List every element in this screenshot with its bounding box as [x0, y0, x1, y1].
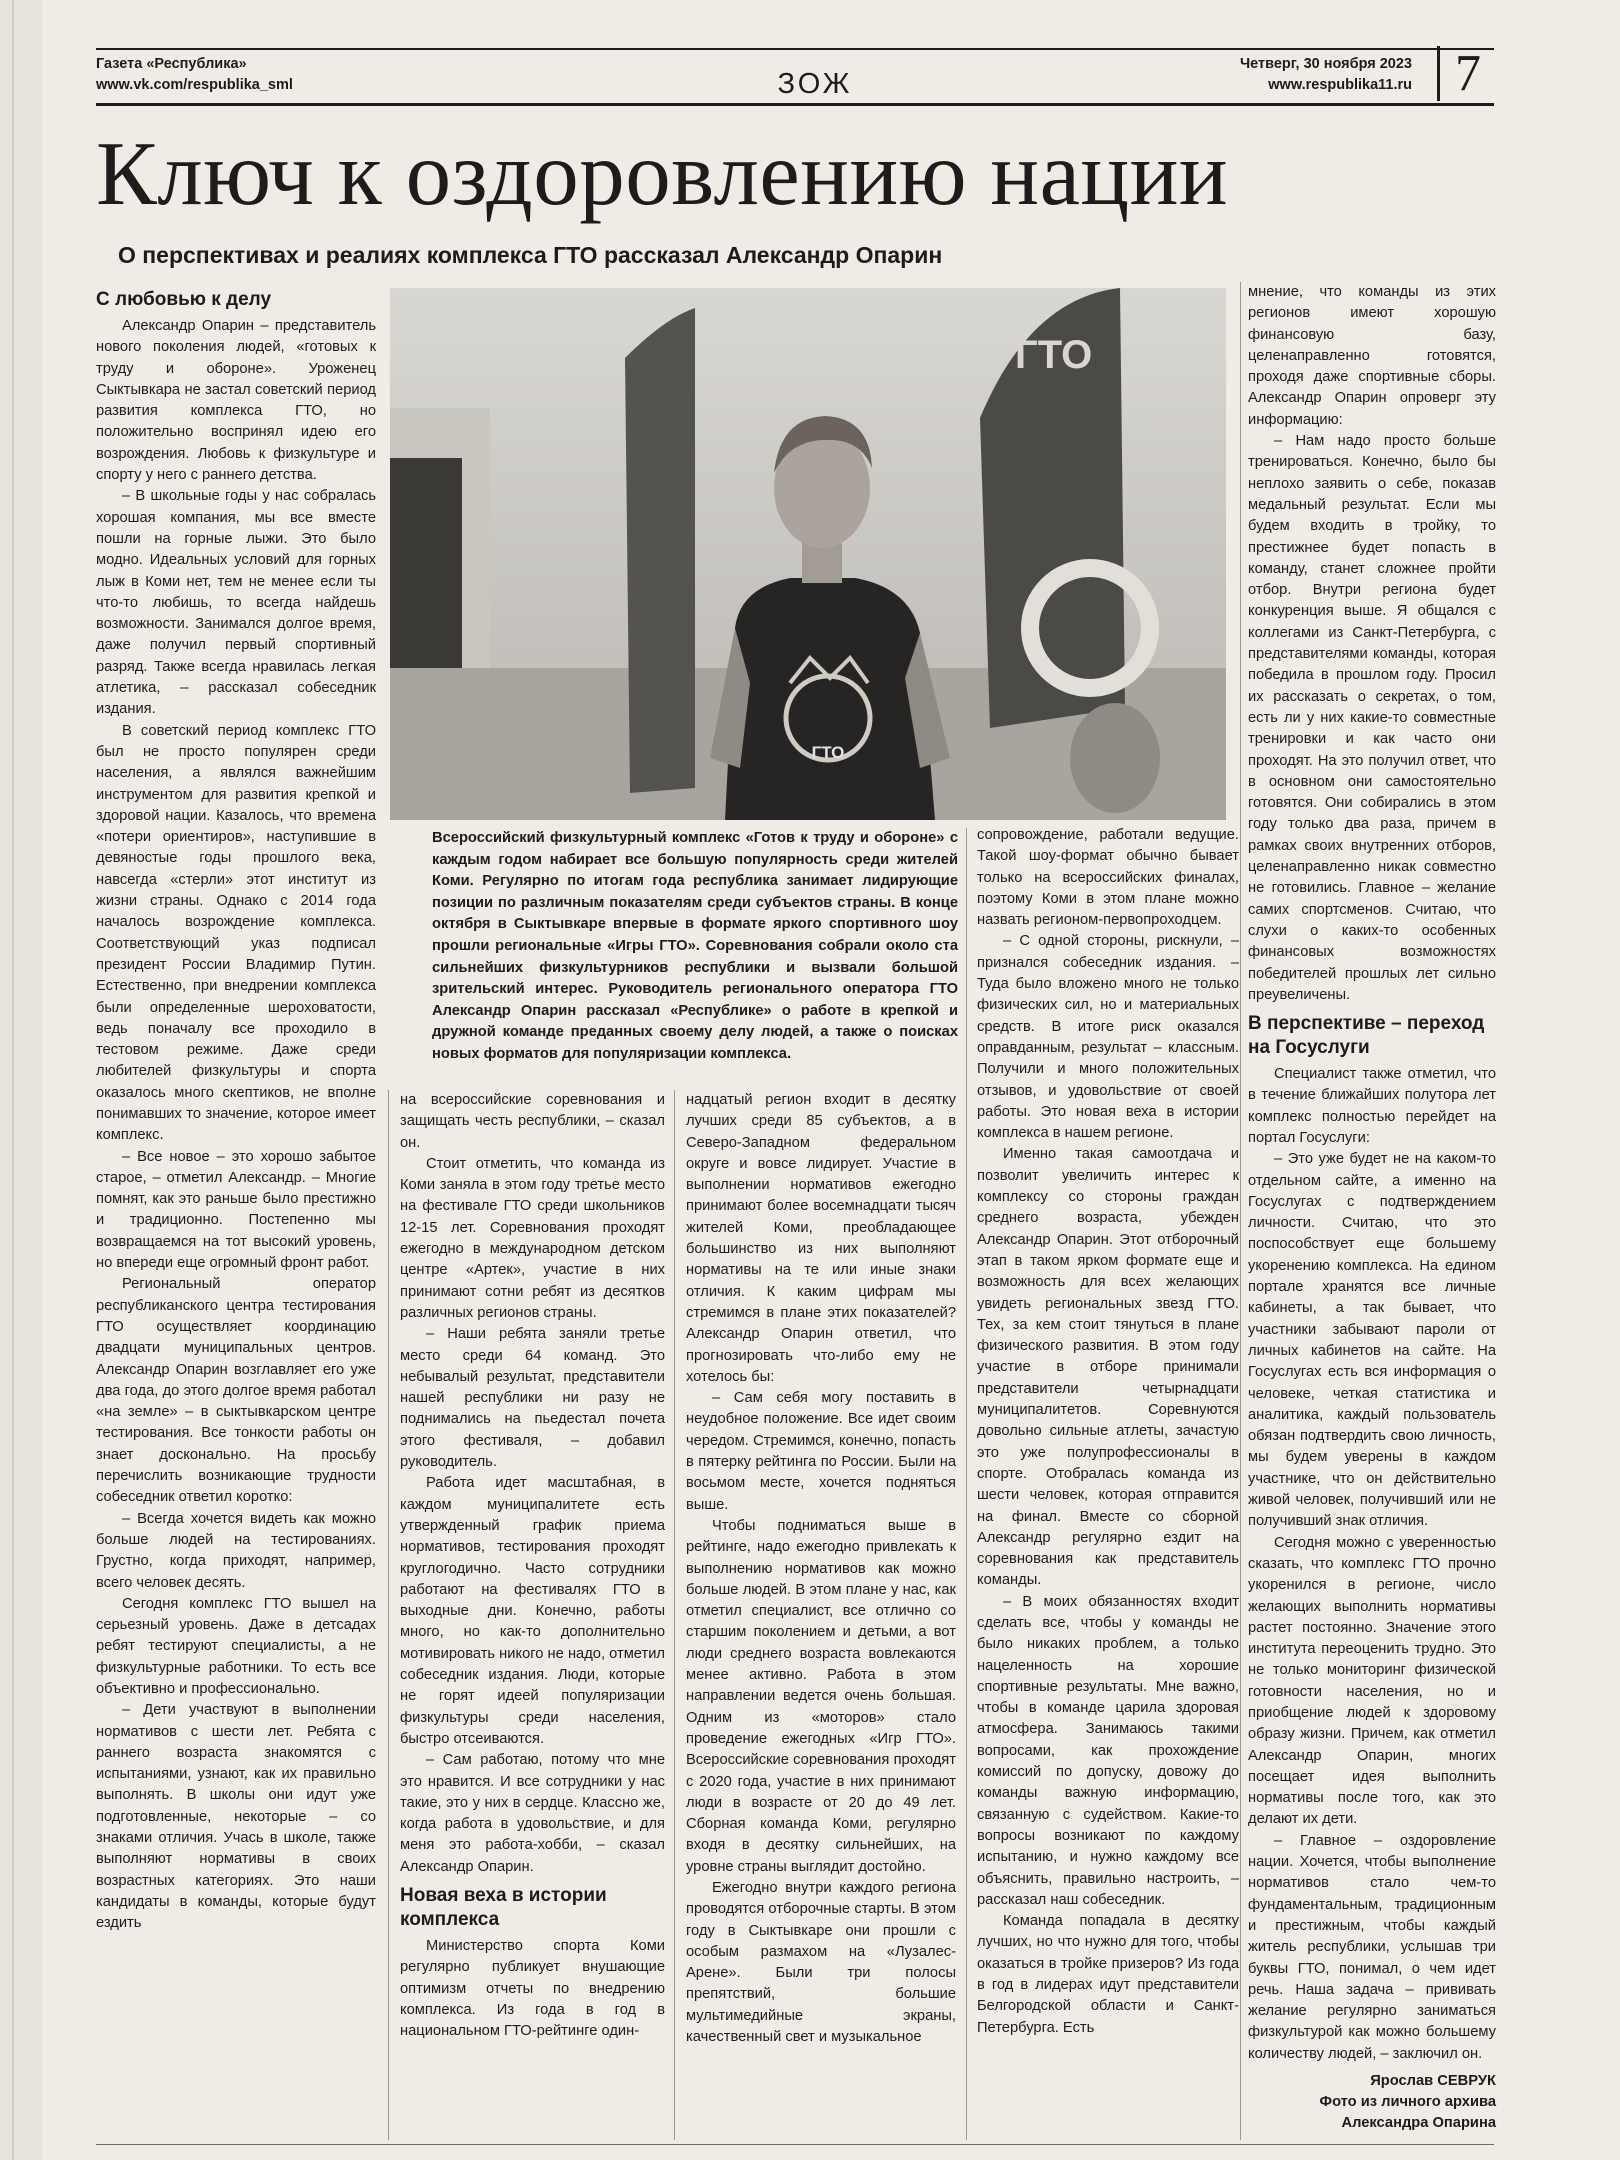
paragraph: Министерство спорта Коми регулярно публикует внушающие оптимизм отчеты по внедрению комплекса. Из года в год в национальном ГТО-рейтинге один-: [400, 1937, 665, 2040]
paragraph: мнение, что команды из этих регионов имеют хорошую финансовую базу, целенаправленно готовятся, проходя даже спортивные сборы. Александр Опарин опроверг эту информацию:: [1248, 284, 1496, 428]
paragraph: – Главное – оздоровление нации. Хочется, чтобы выполнение нормативов стало чем-то фундаментальным, традиционным и престижным, чтобы каждый житель республики, услышав три буквы ГТО, понимал, о чем идет речь. Наша задача – прививать желание регулярно заниматься физкультурой как можно большему количеству людей, – заключил он.: [1248, 1832, 1496, 2062]
article-title: Ключ к оздоровлению нации: [96, 123, 1229, 224]
paragraph: Сегодня комплекс ГТО вышел на серьезный уровень. Даже в детсадах ребят тестируют специалисты, а не физкультурные работники. То есть все объективно и профессионально.: [96, 1595, 376, 1697]
photo-credit: Александра Опарина: [1341, 2115, 1496, 2132]
paragraph: Стоит отметить, что команда из Коми заняла в этом году третье место на фестивале ГТО среди школьников 12-15 лет. Соревнования проходят ежегодно в международном детском центре «Артек», участие в них принимают сотни ребят из десятков различных регионов страны.: [400, 1155, 665, 1321]
doorway: [390, 458, 462, 668]
paragraph: Именно такая самоотдача и позволит увеличить интерес к комплексу со стороны граждан среднего возраста, убежден Александр Опарин. Этот отборочный этап в таком ярком формате еще и возможность для всех желающих увидеть региональных звезд ГТО. Тех, за кем стоит тянуться в плане физического развития. В этом году участие в отборе принимали представители четырнадцати муниципалитетов. Соревнуются довольно сильные атлеты, зачастую это уже полупрофессионалы в спорте. Отобралась команда из шести человек, которая отправится на финал. Вместе со сборной Александр регулярно ездит на соревнования как представитель команды.: [977, 1146, 1239, 1589]
paragraph: – Сам себя могу поставить в неудобное положение. Все идет своим чередом. Стремимся, конечно, попасть в пятерку рейтинга по России. Были на восьмом месте, хочется подняться выше.: [686, 1390, 956, 1513]
paragraph: – Дети участвуют в выполнении нормативов с шести лет. Ребята с раннего возраста знакомятся с испытаниями, узнают, как их правильно выполнять. В школы они идут уже подготовленные, некоторые – со знаками отличия. Учась в школе, также выполняют нормативы в своих возрастных категориях. Это наши кандидаты в команды, которые будут ездить: [96, 1702, 376, 1932]
column-5: [1248, 282, 1496, 2134]
article-lede: О перспективах и реалиях комплекса ГТО рассказал Александр Опарин: [118, 242, 943, 268]
shirt-emblem-text: ГТО: [811, 743, 845, 762]
section-label: ЗОЖ: [777, 68, 853, 100]
person-tshirt: [725, 578, 935, 820]
paragraph: – С одной стороны, рискнули, – признался собеседник издания. – Туда было вложено много не только физических сил, но и материальных средств. В итоге риск оказался оправданным, результат – классным. Получили и много положительных отзывов, и удовольствие от своей работы. Это новая веха в истории комплекса в нашем регионе.: [977, 933, 1239, 1142]
paragraph: – Сам работаю, потому что мне это нравится. И все сотрудники у нас такие, это у них в сердце. Классно же, когда работа в удовольствие, и для меня это работа-хобби, – сказал Александр Опарин.: [400, 1752, 665, 1875]
subhead-new-milestone: Новая веха в истории комплекса: [400, 1884, 607, 1930]
vk-link[interactable]: www.vk.com/respublika_sml: [96, 77, 293, 93]
column-1: [96, 282, 376, 1935]
paragraph: Команда попадала в десятку лучших, но что нужно для того, чтобы оказаться в тройке призеров? Из года в год в лидерах идут представители Белгородской области и Санкт-Петербурга. Есть: [977, 1913, 1239, 2036]
subhead-gosuslugi: В перспективе – переход на Госуслуги: [1248, 1013, 1485, 1059]
paragraph: – Всегда хочется видеть как можно больше людей на тестированиях. Грустно, когда приходят, например, всего человек десять.: [96, 1510, 376, 1591]
mascot-figure: [1070, 703, 1160, 813]
paragraph: В советский период комплекс ГТО был не просто популярен среди населения, а являлся важнейшим инструментом для развития крепкой и здоровой нации. Казалось, что времена «потери ориентиров», наступившие в девяностые годы прошлого века, навсегда «стерли» этот институт из жизни страны. Однако с 2014 года началось возрождение комплекса. Соответствующий указ подписал президент России Владимир Путин. Естественно, при внедрении комплекса были определенные шероховатости, ведь поначалу все проходило в тестовом режиме. Даже среди любителей физкультуры и спорта оказалось много скептиков, не вполне понимавших то значение, которое имеет комплекс.: [96, 722, 376, 1144]
header-bottom-rule: [96, 103, 1494, 106]
paragraph: Региональный оператор республиканского центра тестирования ГТО осуществляет координацию двадцати муниципальных центров. Александр Опарин возглавляет его уже два года, до этого долгое время работал «на земле» – в сыктывкарском центре тестирования. Все тонкости работы он знает досконально. На просьбу перечислить возникающие трудности собеседник ответил коротко:: [96, 1276, 376, 1506]
header-right: [1120, 54, 1412, 96]
paragraph: Работа идет масштабная, в каждом муниципалитете есть утвержденный график приема нормативов, тестирования проходят круглогодично. Часто сотрудники работают на фестивалях ГТО в выходные дни. Конечно, работы много, но как-то дополнительно мотивировать никого не надо, отметил собеседник издания. Люди, которые не горят идеей популяризации физкультуры среди населения, быстро отсеиваются.: [400, 1475, 665, 1747]
column-3: [686, 1090, 956, 2048]
flag-banner-left: [625, 308, 695, 793]
column-divider: [1240, 282, 1241, 2140]
column-divider: [388, 1090, 389, 2140]
header-left: [96, 54, 293, 96]
fold-edge: [12, 0, 14, 2160]
issue-date: Четверг, 30 ноября 2023: [1239, 56, 1412, 72]
paragraph: – Наши ребята заняли третье место среди 64 команд. Это небывалый результат, представители нашей республики ни разу не поднимались на пьедестал почета этого фестиваля, – добавил руководитель.: [400, 1326, 665, 1471]
paragraph: Александр Опарин – представитель нового поколения людей, «готовых к труду и обороне». Уроженец Сыктывкара не застал советский период развития комплекса ГТО, но положительно воспринял идею его возрождения. Любовь к физкультуре и спорту у него с раннего детства.: [96, 318, 376, 484]
article-photo: [390, 288, 1226, 820]
paragraph: Ежегодно внутри каждого региона проводятся отборочные старты. В этом году в Сыктывкаре они прошли с особым размахом на «Лузалес-Арене». Были три полосы препятствий, большие мультимедийные экраны, качественный свет и музыкальное: [686, 1879, 956, 2046]
column-divider: [674, 1090, 675, 2140]
byline: [1248, 2071, 1496, 2134]
paragraph: Чтобы подниматься выше в рейтинге, надо ежегодно привлекать к выполнению нормативов как можно больше людей. В этом плане у нас, как отметил специалист, все отлично со старшим поколением и детьми, а вот люди среднего возраста вовлекаются менее активно. Работа в этом направлении ведется очень большая. Одним из «моторов» стало проведение ежегодных «Игр ГТО». Всероссийские соревнования проходят с 2020 года, участие в них принимают люди в возрасте от 20 до 49 лет. Сборная команда Коми, регулярно входя в десятку сильнейших, на уровне страны выглядит достойно.: [686, 1517, 956, 1875]
photo-caption: Всероссийский физкультурный комплекс «Готов к труду и обороне» с каждым годом набирает все большую популярность среди жителей Коми. Регулярно по итогам года республика занимает лидирующие позиции по различным показателям среди субъектов страны. В конце октября в Сыктывкаре впервые в формате яркого спортивного шоу прошли региональные «Игры ГТО». Соревнования собрали около ста сильнейших физкультурников республики и вызвали большой зрительский интерес. Руководитель регионального оператора ГТО Александр Опарин рассказал «Республике» о работе в крепкой и дружной команде преданных своему делу людей, а также о поисках новых форматов для популяризации комплекса.: [432, 830, 958, 1062]
photo-credit: Фото из личного архива: [1319, 2094, 1496, 2111]
page-fold: [0, 0, 42, 2160]
bottom-rule: [96, 2144, 1494, 2145]
paragraph: – Это уже будет не на каком-то отдельном сайте, а именно на Госуслугах с подтверждением личности. Считаю, что это поспособствует еще большему укоренению комплекса. На едином портале хранятся все личные кабинеты, а так бывает, что участники забывают пароли от личных кабинетов на сайте. На Госуслугах есть вся информация о человеке, четкая статистика и аналитика, каждый пользователь обязан подтвердить свою личность, мы будем уверены в каждом участнике, что он действительно живой человек, получивший или не получивший знак отличия.: [1248, 1151, 1496, 1530]
author-name: Ярослав СЕВРУК: [1370, 2073, 1496, 2090]
paragraph: надцатый регион входит в десятку лучших среди 85 субъектов, а в Северо-Западном федеральном округе и вовсе лидирует. Участие в выполнении нормативов ежегодно принимают более восемнадцати тысяч жителей Коми, преобладающее большинство из них выполняют нормативы на те или иные знаки отличия. К каким цифрам мы стремимся в плане этих показателей? Александр Опарин ответил, что прогнозировать что-либо ему не хотелось бы:: [686, 1092, 956, 1385]
paragraph: сопровождение, работали ведущие. Такой шоу-формат обычно бывает только на всероссийских финалах, поэтому Коми в этом плане можно назвать регионом-первопроходцем.: [977, 827, 1239, 929]
paragraph: – Все новое – это хорошо забытое старое, – отметил Александр. – Многие помнят, как это раньше было престижно и традиционно. Постепенно мы возвращаемся на тот высокий уровень, но впереди еще огромный фронт работ.: [96, 1148, 376, 1272]
page-number: 7: [1437, 46, 1496, 101]
paragraph: – В моих обязанностях входит сделать все, чтобы у команды не было никаких проблем, а только нацеленность на хорошие спортивные результаты. Мне важно, чтобы в команде царила здоровая атмосфера. Занимаюсь такими вопросами, как прохождение комиссий по допуску, довожу до команды важную информацию, связанную с судейством. Какие-то вопросы возникают по каждому испытанию, и нужно каждому все объяснить, правильно настроить, – рассказал наш собеседник.: [977, 1593, 1239, 1908]
photo-illustration: [390, 288, 1226, 820]
banner-logo-text: ГТО: [1015, 333, 1093, 377]
paragraph: – В школьные годы у нас собралась хорошая компания, мы все вместе пошли на горные лыжи. Это было модно. Идеальных условий для горных лыж в Коми нет, тем не менее если ты что-то любишь, то всегда найдешь возможности. Занимался долгое время, даже получил первый спортивный разряд. Также всегда нравилась легкая атлетика, – рассказал собеседник издания.: [96, 488, 376, 718]
paragraph: Специалист также отметил, что в течение ближайших полутора лет комплекс полностью перейдет на портал Госуслуги:: [1248, 1066, 1496, 1146]
paragraph: – Нам надо просто больше тренироваться. Конечно, было бы неплохо заявить о себе, показав медальный результат. Если мы будем входить в тройку, то престижнее будет попасть в команду, станет сложнее пройти отбор. Внутри региона будет конкуренция выше. Я общался с коллегами из Санкт-Петербурга, с представителями команды, которая победила в прошлом году. Просил их рассказать о секретах, о том, есть ли у них какие-то совместные тренировки и как часто они проходят. На это получил ответ, что в основном они самостоятельно готовятся. Они собирались в этом году только два раза, причем в рамках своих внутренних отборов, целенаправленно никак совместно не готовились. Главное – желание самих спортсменов. Считаю, что слухи о каких-то особенных финансовых возможностях победителей прошлых лет сильно преувеличены.: [1248, 433, 1496, 1003]
subhead-love: С любовью к делу: [96, 289, 272, 310]
paragraph: на всероссийские соревнования и защищать честь республики, – сказал он.: [400, 1092, 665, 1151]
column-divider: [966, 828, 967, 2140]
column-2: [400, 1090, 665, 2042]
paper-name: Газета «Республика»: [96, 56, 247, 72]
column-4: [977, 825, 1239, 2039]
site-link[interactable]: www.respublika11.ru: [1268, 77, 1412, 93]
header-top-rule: [96, 48, 1494, 50]
paragraph: Сегодня можно с уверенностью сказать, что комплекс ГТО прочно укоренился в регионе, число желающих выполнить нормативы растет постоянно. Значение этого института переоценить трудно. Это не только мониторинг физической готовности населения, но и приобщение людей к здоровому образу жизни. Причем, как отметил Александр Опарин, многих посещает идея выполнить нормативы после того, как это делают их дети.: [1248, 1534, 1496, 1828]
